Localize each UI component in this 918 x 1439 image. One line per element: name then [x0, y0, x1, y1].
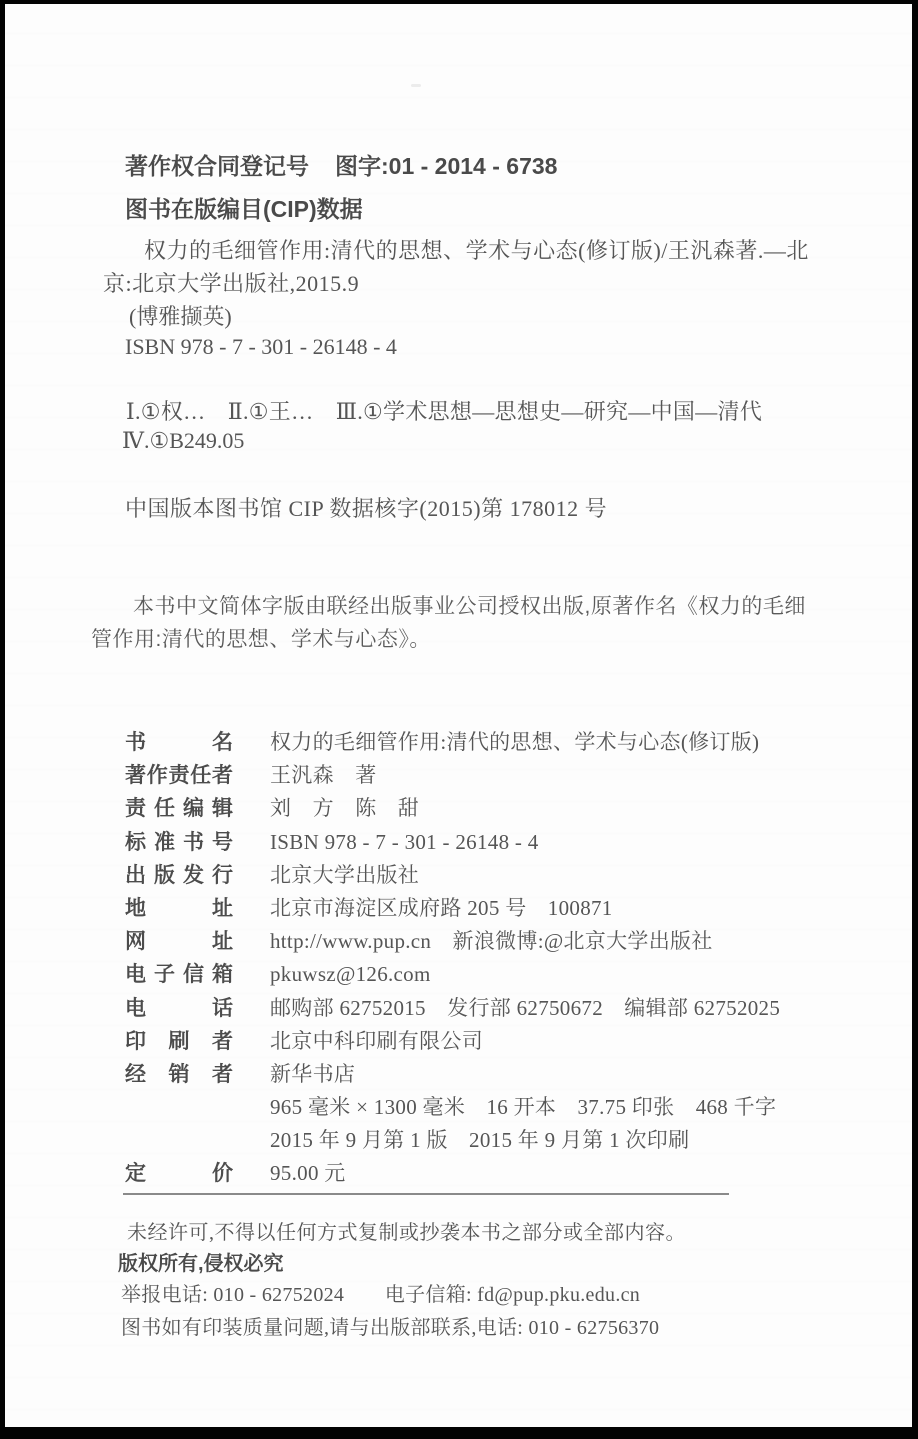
row-label: 电话 — [125, 996, 233, 1020]
row-value: 965 毫米 × 1300 毫米 16 开本 37.75 印张 468 千字 — [270, 1095, 777, 1120]
colophon-table — [125, 726, 815, 1191]
cip-description-line2: 京:北京大学出版社,2015.9 — [103, 271, 360, 296]
cip-classification-line2: Ⅳ.①B249.05 — [122, 428, 245, 453]
row-value: http://www.pup.cn 新浪微博:@北京大学出版社 — [270, 929, 713, 954]
row-value: 新华书店 — [270, 1061, 356, 1086]
row-label: 电子信箱 — [125, 963, 233, 987]
colophon-row-editor — [125, 792, 815, 825]
colophon-row-printer — [125, 1025, 815, 1058]
row-label: 标准书号 — [125, 830, 233, 854]
colophon-row-price — [125, 1157, 815, 1190]
row-label: 经销者 — [125, 1062, 233, 1086]
row-label: 著作责任者 — [125, 764, 233, 788]
row-value: 权力的毛细管作用:清代的思想、学术与心态(修订版) — [270, 730, 760, 754]
colophon-row-publisher — [125, 859, 815, 892]
colophon-row-isbn — [125, 826, 815, 859]
colophon-row-format — [125, 1091, 815, 1124]
scan-artifact — [411, 84, 421, 87]
colophon-row-address — [125, 892, 815, 925]
row-value: 北京中科印刷有限公司 — [270, 1028, 483, 1053]
no-copy-notice: 未经许可,不得以任何方式复制或抄袭本书之部分或全部内容。 — [127, 1222, 686, 1244]
registration-label: 著作权合同登记号 — [125, 153, 309, 179]
cip-heading: 图书在版编目(CIP)数据 — [125, 196, 363, 222]
colophon-row-phone — [125, 992, 815, 1025]
registration-number: 图字:01 - 2014 - 6738 — [335, 153, 558, 179]
row-value: 刘 方 陈 甜 — [270, 796, 420, 821]
row-label: 定价 — [125, 1162, 233, 1186]
row-value: 2015 年 9 月第 1 版 2015 年 9 月第 1 次印刷 — [270, 1128, 690, 1153]
row-value: 邮购部 62752015 发行部 62750672 编辑部 62752025 — [270, 995, 781, 1020]
row-label: 责任编辑 — [125, 797, 233, 821]
colophon-row-email — [125, 958, 815, 991]
colophon-row-book-title — [125, 726, 815, 759]
rights-notice: 版权所有,侵权必究 — [118, 1253, 284, 1275]
colophon-row-website — [125, 925, 815, 958]
row-label: 书名 — [125, 731, 233, 754]
cip-classification-line1: Ⅰ.①权… Ⅱ.①王… Ⅲ.①学术思想—思想史—研究—中国—清代 — [126, 399, 763, 424]
license-notice: 本书中文简体字版由联经出版事业公司授权出版,原著作名《权力的毛细管作用:清代的思想、学术与心态》。 — [91, 595, 806, 651]
row-value: 王汎森 著 — [270, 763, 377, 788]
row-value: 北京大学出版社 — [270, 862, 420, 887]
cip-isbn: ISBN 978 - 7 - 301 - 26148 - 4 — [125, 334, 397, 359]
row-value: 北京市海淀区成府路 205 号 100871 — [270, 895, 613, 920]
cip-record-number: 中国版本图书馆 CIP 数据核字(2015)第 178012 号 — [125, 496, 608, 521]
row-value: pkuwsz@126.com — [270, 962, 431, 987]
row-label: 地址 — [125, 896, 233, 920]
cip-description-line1: 权力的毛细管作用:清代的思想、学术与心态(修订版)/王汎森著.—北 — [144, 238, 809, 263]
row-label: 印刷者 — [125, 1029, 233, 1053]
report-contact-line: 举报电话: 010 - 62752024 电子信箱: fd@pup.pku.edu.cn — [121, 1284, 641, 1306]
colophon-row-edition — [125, 1124, 815, 1157]
row-value: ISBN 978 - 7 - 301 - 26148 - 4 — [270, 829, 539, 854]
row-value: 95.00 元 — [270, 1161, 346, 1186]
footer-divider — [123, 1193, 729, 1195]
colophon-row-author — [125, 759, 815, 792]
print-quality-line: 图书如有印装质量问题,请与出版部联系,电话: 010 - 62756370 — [121, 1317, 660, 1339]
registration-line — [125, 148, 557, 181]
colophon-row-distributor — [125, 1058, 815, 1091]
cip-series-name: (博雅撷英) — [129, 304, 232, 329]
row-label: 出版发行 — [125, 863, 233, 887]
row-label: 网址 — [125, 930, 233, 954]
